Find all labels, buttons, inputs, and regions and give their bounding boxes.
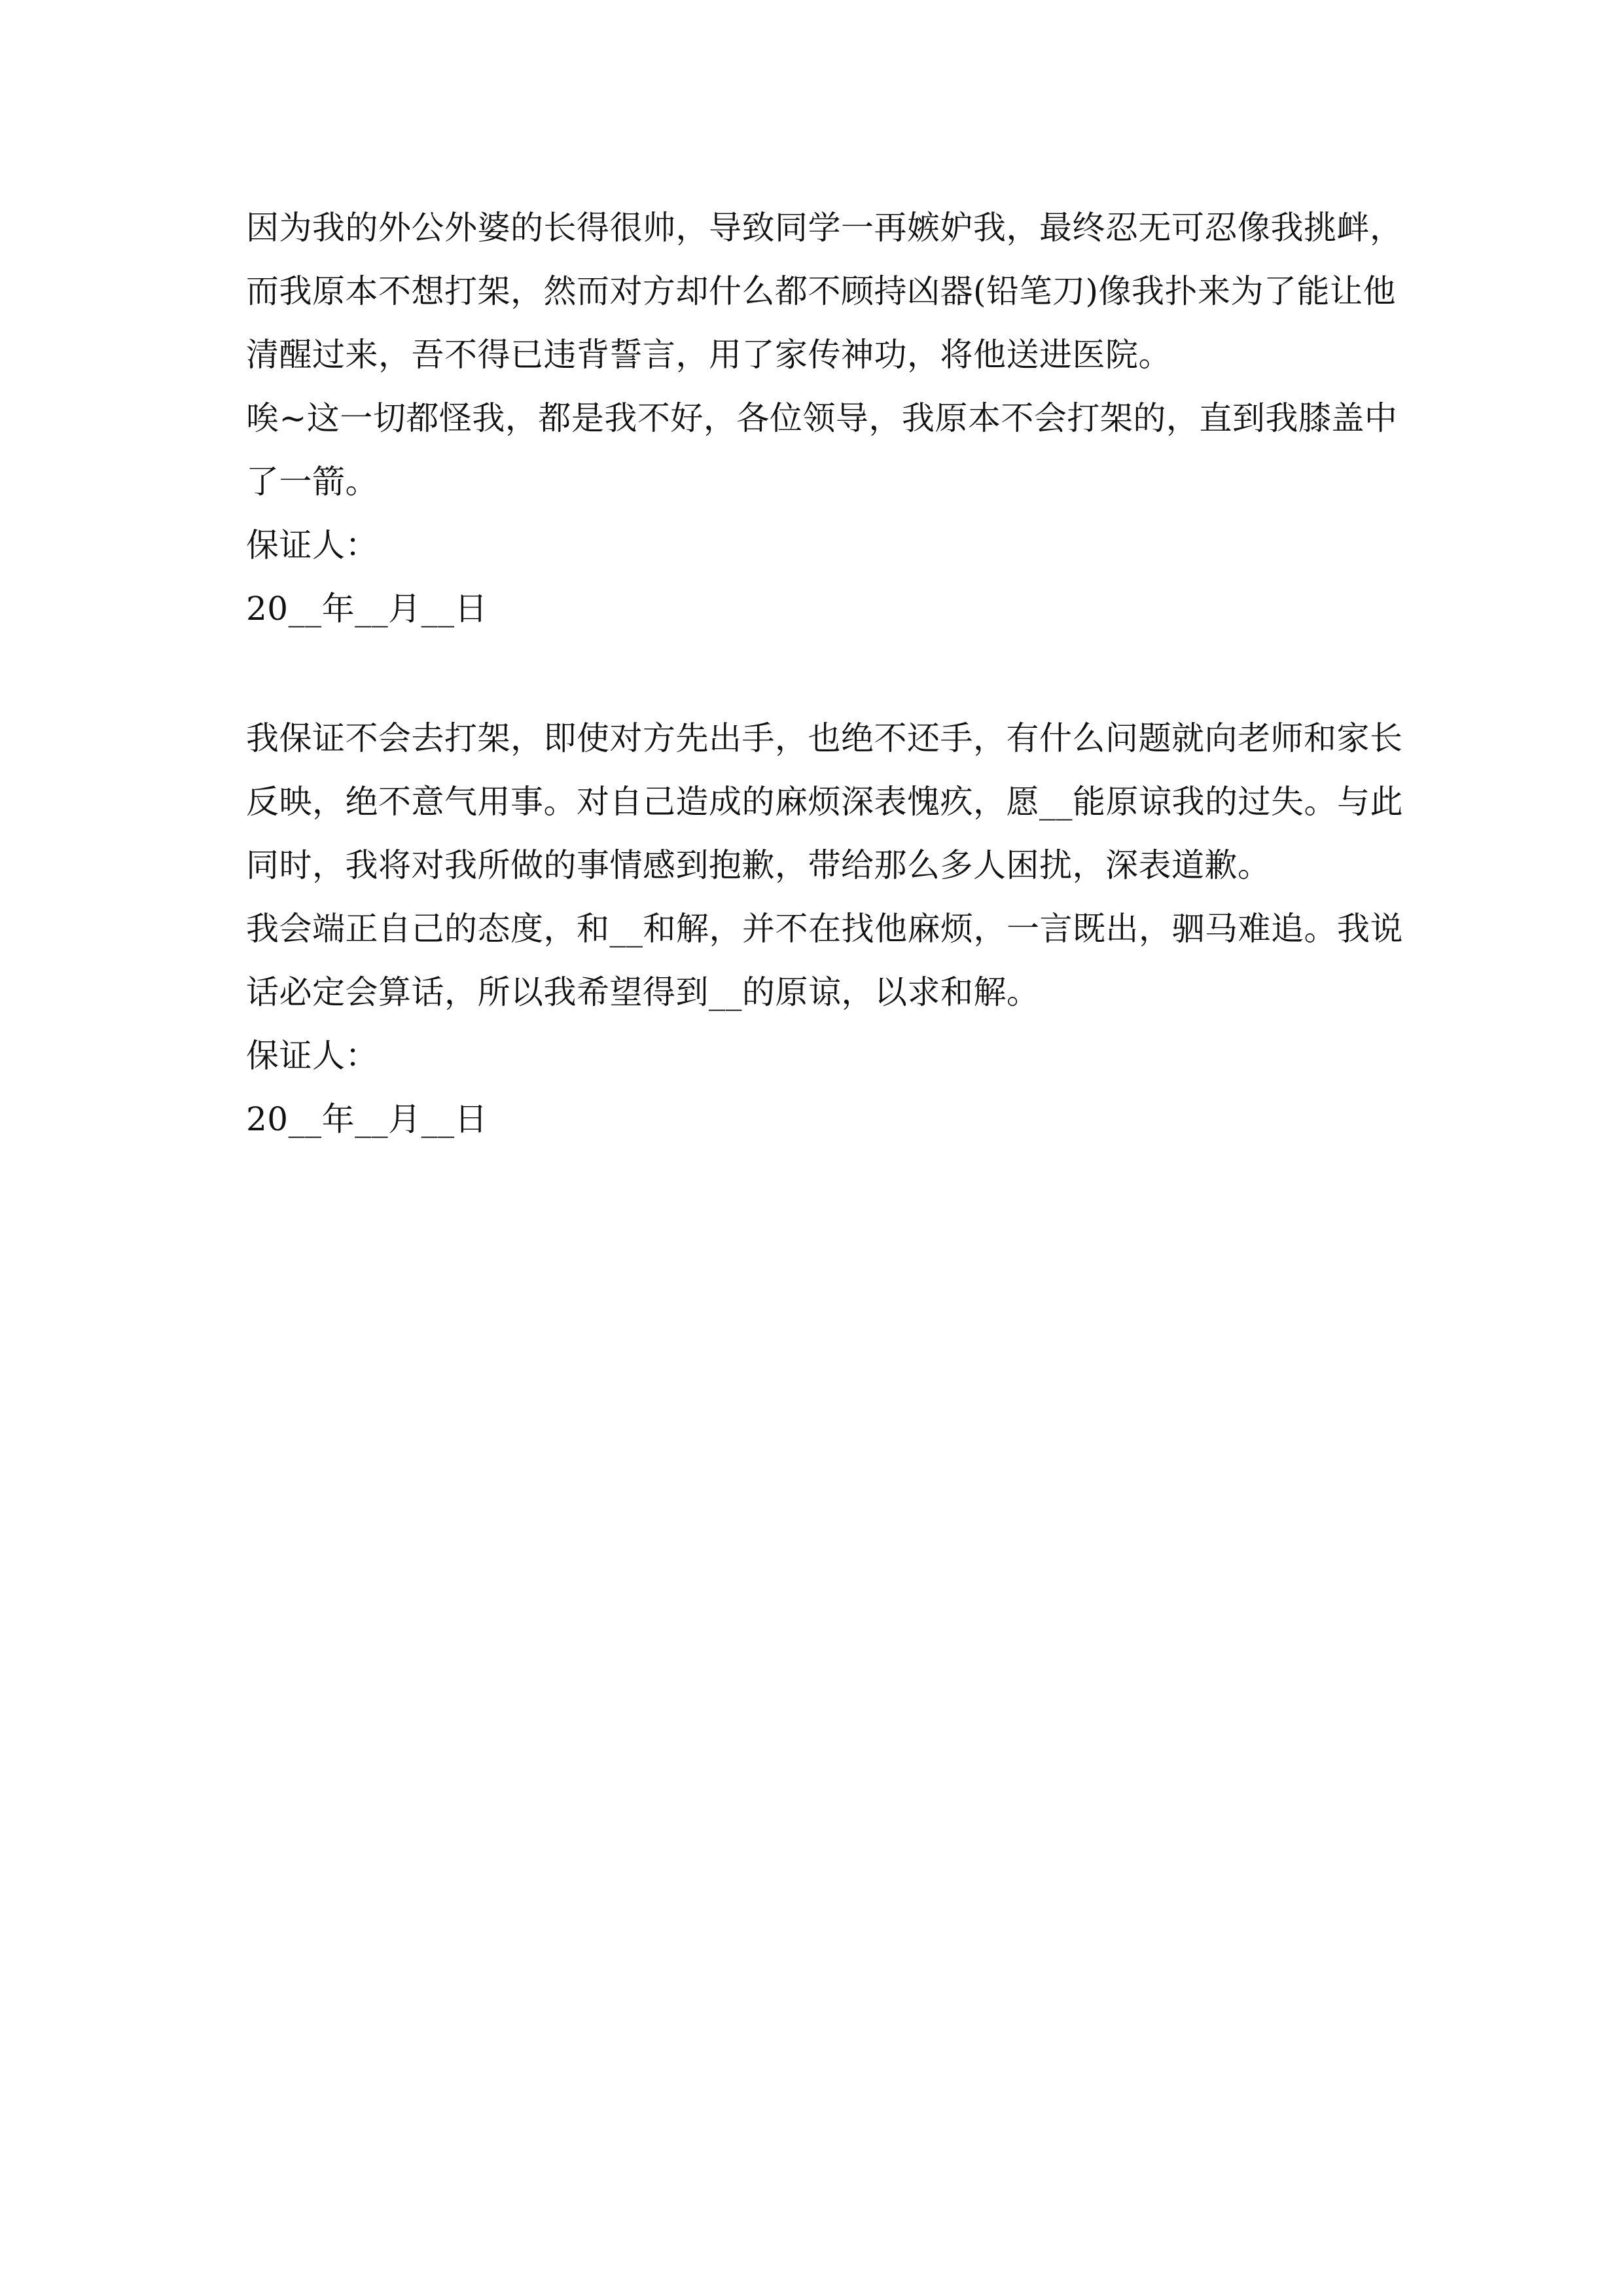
date-line: 20__年__月__日 [246,590,488,628]
guarantor-label: 保证人： [246,1037,378,1075]
guarantor-label: 保证人： [246,526,378,564]
paragraph-line: 了一箭。 [246,463,378,501]
paragraph-line: 因为我的外公外婆的长得很帅，导致同学一再嫉妒我，最终忍无可忍像我挑衅， [246,209,1403,247]
date-line: 20__年__月__日 [246,1100,488,1138]
paragraph-line: 话必定会算话，所以我希望得到__的原谅，以求和解。 [246,973,1040,1011]
paragraph-line: 我会端正自己的态度，和__和解，并不在找他麻烦，一言既出，驷马难追。我说 [246,910,1403,948]
guarantee-section-2 [246,707,1403,1151]
paragraph-line: 清醒过来，吾不得已违背誓言，用了家传神功，将他送进医院。 [246,336,1171,374]
paragraph-line: 而我原本不想打架，然而对方却什么都不顾持凶器(铅笔刀)像我扑来为了能让他 [246,272,1397,310]
paragraph-line: 我保证不会去打架，即使对方先出手，也绝不还手，有什么问题就向老师和家长 [246,719,1403,757]
paragraph-line: 唉~这一切都怪我，都是我不好，各位领导，我原本不会打架的，直到我膝盖中 [246,399,1398,437]
paragraph-line: 同时，我将对我所做的事情感到抱歉，带给那么多人困扰，深表道歉。 [246,846,1271,884]
guarantee-section-1 [246,196,1403,641]
paragraph-line: 反映，绝不意气用事。对自己造成的麻烦深表愧疚，愿__能原谅我的过失。与此 [246,783,1403,821]
